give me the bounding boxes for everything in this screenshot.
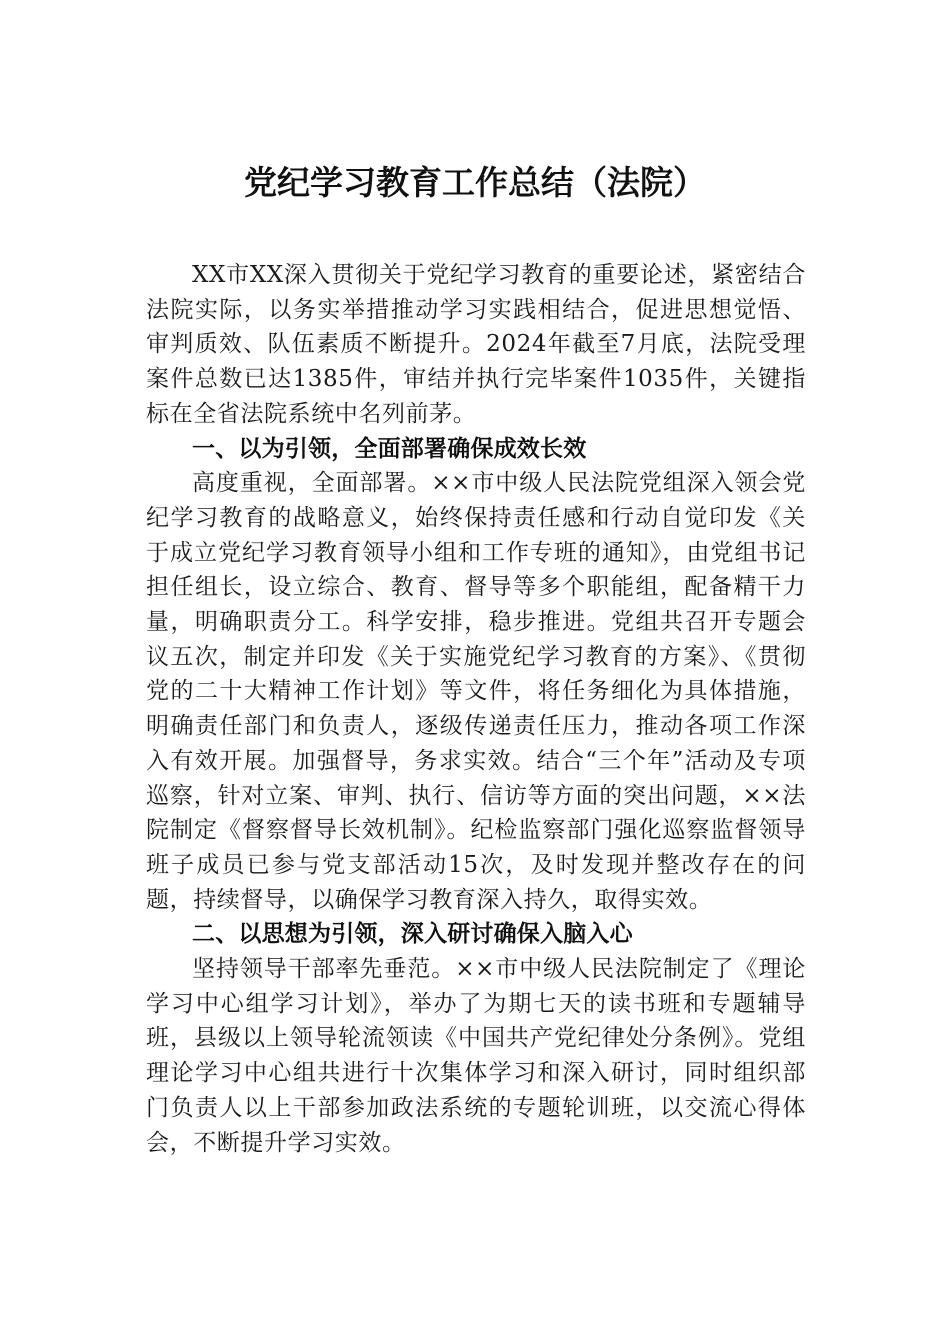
section-2-paragraph: 坚持领导干部率先垂范。××市中级人民法院制定了《理论学习中心组学习计划》，举办了为期七天的读书班和专题辅导班，县级以上领导轮流领读《中国共产党纪律处分条例》。党组理论学习中心组共进行十次集体学习和深入研讨，同时组织部门负责人以上干部参加政法系统的专题轮训班，以交流心得体会，不断提升学习实效。 [146,956,806,1156]
document-title: 党纪学习教育工作总结（法院） [244,163,706,202]
intro-paragraph: XX市XX深入贯彻关于党纪学习教育的重要论述，紧密结合法院实际，以务实举措推动学习实践相结合，促进思想觉悟、审判质效、队伍素质不断提升。2024年截至7月底，法院受理案件总数已达1385件，审结并执行完毕案件1035件，关键指标在全省法院系统中名列前茅。 [146,262,806,427]
section-1-heading: 一、以为引领，全面部署确保成效长效 [192,435,587,462]
section-1-paragraph: 高度重视，全面部署。××市中级人民法院党组深入领会党纪学习教育的战略意义，始终保持责任感和行动自觉印发《关于成立党纪学习教育领导小组和工作专班的通知》，由党组书记担任组长，设立综合、教育、督导等多个职能组，配备精干力量，明确职责分工。科学安排，稳步推进。党组共召开专题会议五次，制定并印发《关于实施党纪学习教育的方案》、《贯彻党的二十大精神工作计划》等文件，将任务细化为具体措施，明确责任部门和负责人，逐级传递责任压力，推动各项工作深入有效开展。加强督导，务求实效。结合“三个年”活动及专项巡察，针对立案、审判、执行、信访等方面的突出问题，××法院制定《督察督导长效机制》。纪检监察部门强化巡察监督领导班子成员已参与党支部活动15次，及时发现并整改存在的问题，持续督导，以确保学习教育深入持久，取得实效。 [146,470,806,913]
document-body [146,258,806,1160]
section-2-heading: 二、以思想为引领，深入研讨确保入脑入心 [192,921,633,948]
